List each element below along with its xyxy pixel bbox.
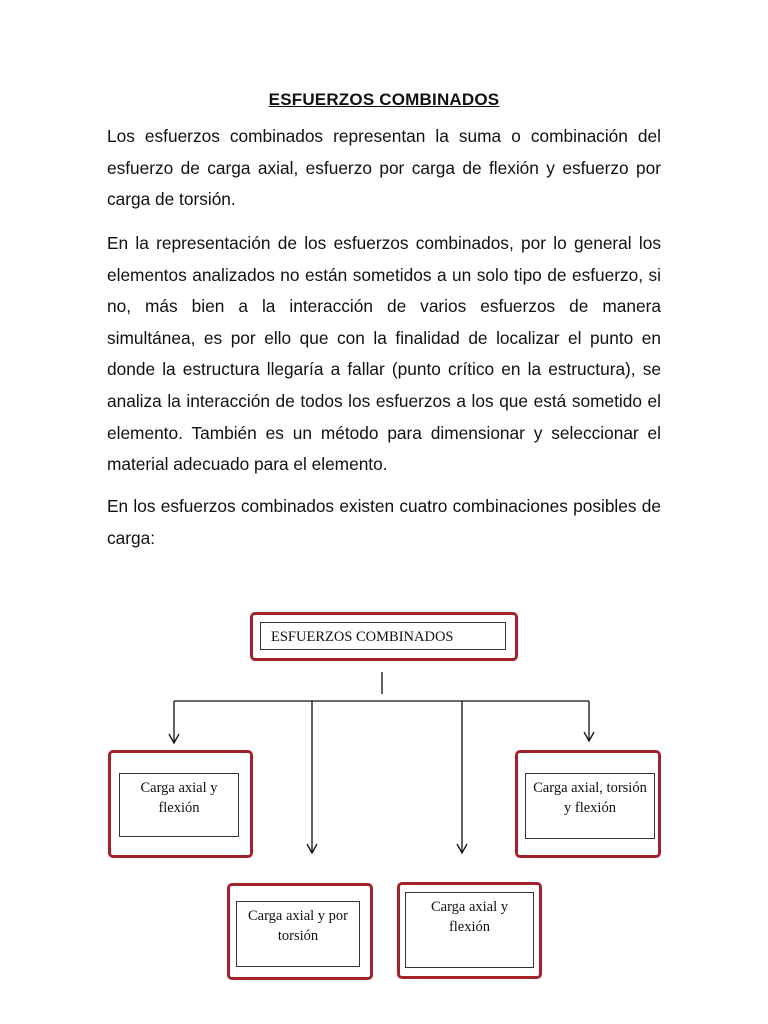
root-label: ESFUERZOS COMBINADOS [260, 622, 506, 650]
page-title: ESFUERZOS COMBINADOS [268, 90, 500, 109]
arrow-mid-right [457, 844, 467, 853]
node-label-axial-torsion-flexion: Carga axial, torsión y flexión [525, 773, 655, 839]
paragraph-intro: Los esfuerzos combinados representan la suma o combinación del esfuerzo de carga axial, esfuerzo por carga de flexión y esfuerzo por carga de torsión. [107, 126, 661, 210]
node-label-axial-flexion-bottom: Carga axial y flexión [405, 892, 534, 968]
paragraph-combinations: En los esfuerzos combinados existen cuatro combinaciones posibles de carga: [107, 496, 661, 548]
paragraph-representation: En la representación de los esfuerzos combinados, por lo general los elementos analizados no están sometidos a un solo tipo de esfuerzo, si no, más bien a la interacción de varios esfuerzos de manera simultánea, es por ello que con la finalidad de localizar el punto en donde la estructura llegaría a fallar (punto crítico en la estructura), se analiza la interacción de todos los esfuerzos a los que está sometido el elemento. También es un método para dimensionar y seleccionar el material adecuado para el elemento. [107, 233, 661, 475]
arrow-left [169, 734, 179, 743]
node-label-axial-flexion-left: Carga axial y flexión [119, 773, 239, 837]
arrow-mid-left [307, 844, 317, 853]
node-label-axial-torsion: Carga axial y por torsión [236, 901, 360, 967]
arrow-right [584, 732, 594, 741]
